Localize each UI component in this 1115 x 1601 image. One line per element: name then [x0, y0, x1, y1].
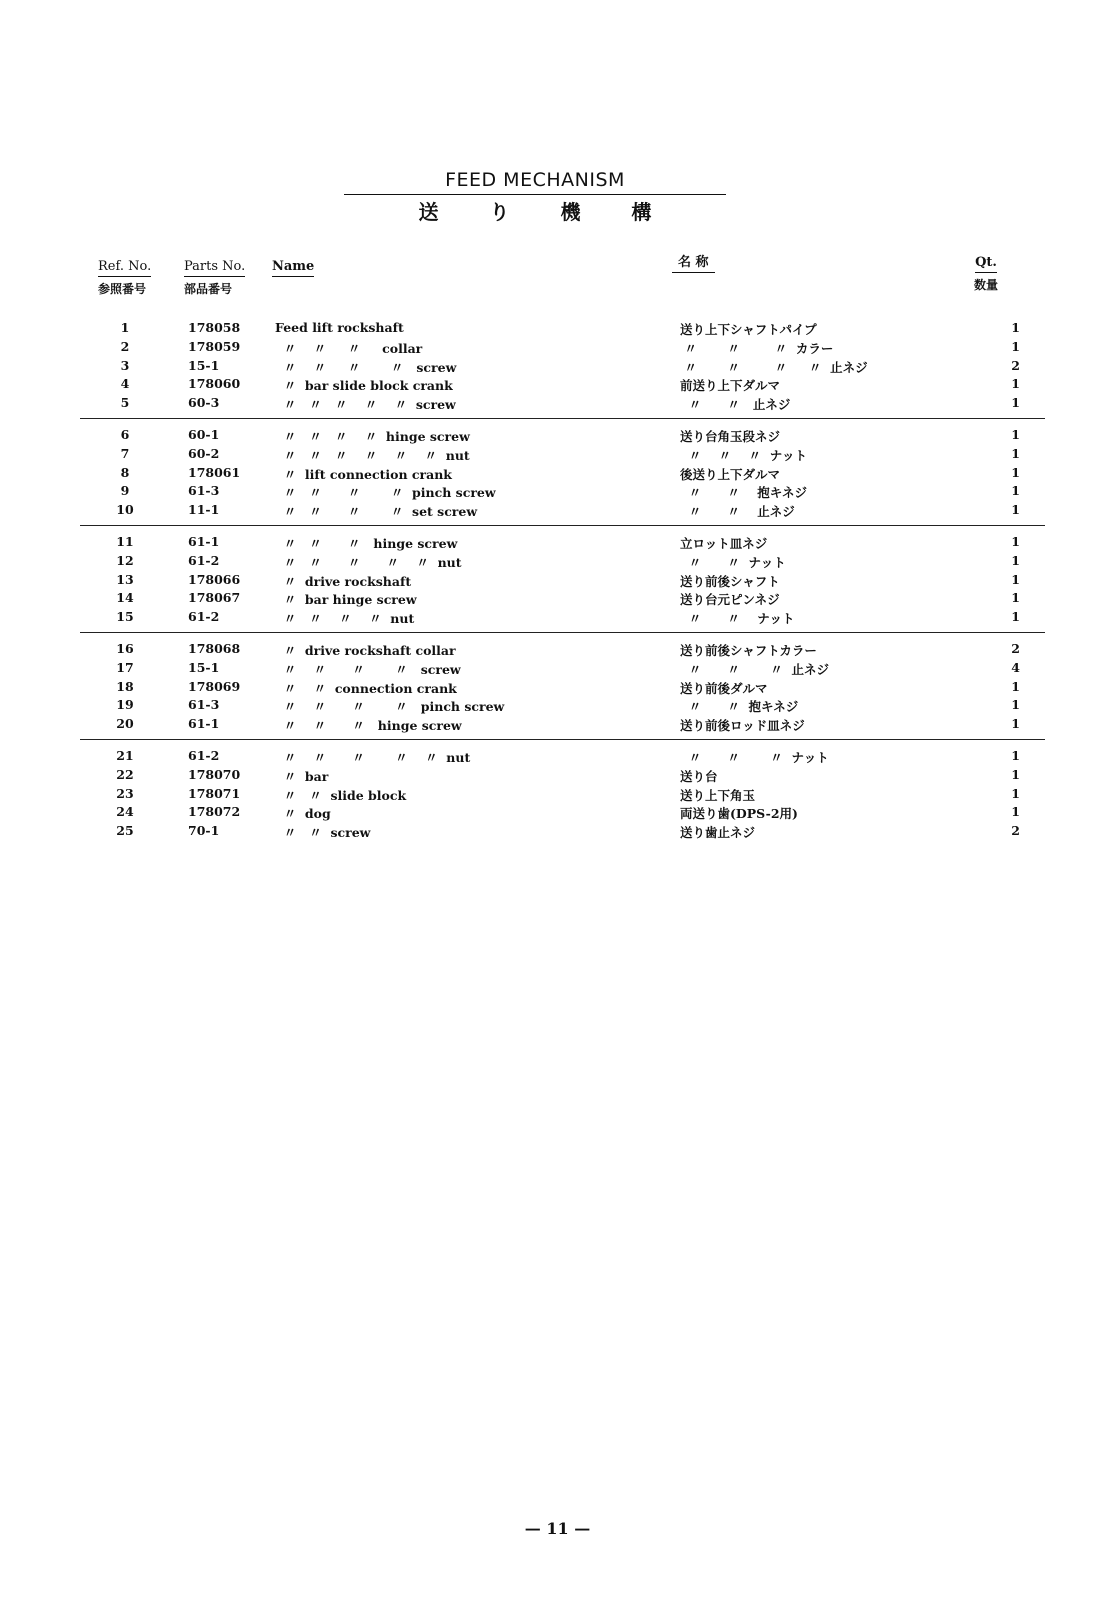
- part-name-jp: 〃 〃 〃 ナット: [680, 749, 829, 765]
- ref-no: 21: [116, 747, 134, 763]
- quantity: 4: [1011, 659, 1020, 675]
- header-qty-jp: 数量: [974, 278, 999, 292]
- part-no: 60-1: [188, 426, 220, 442]
- table-row: [80, 786, 1045, 805]
- quantity: 1: [1011, 804, 1020, 820]
- quantity: 1: [1011, 609, 1020, 625]
- part-no: 178068: [188, 640, 241, 656]
- part-name: 〃 〃 〃 〃 nut: [275, 611, 415, 627]
- header-name-jp-col: [672, 254, 715, 273]
- table-row: [80, 767, 1045, 786]
- quantity: 1: [1011, 785, 1020, 801]
- quantity: 1: [1011, 483, 1020, 499]
- part-no: 178070: [188, 766, 241, 782]
- ref-no: 15: [116, 609, 134, 625]
- part-name: 〃 〃 slide block: [275, 787, 407, 803]
- part-no: 61-3: [188, 697, 220, 713]
- header-ref-jp: 参照番号: [98, 282, 147, 296]
- table-row: [80, 446, 1045, 465]
- table-row: [80, 427, 1045, 446]
- part-no: 178072: [188, 804, 241, 820]
- part-name: 〃 dog: [275, 806, 331, 822]
- part-name-jp: 〃 〃 ナット: [680, 611, 795, 627]
- ref-no: 13: [116, 571, 134, 587]
- part-no: 15-1: [188, 357, 220, 373]
- header-parts-jp: 部品番号: [184, 282, 233, 296]
- ref-no: 23: [116, 785, 134, 801]
- part-name: 〃 〃 〃 〃 hinge screw: [275, 428, 470, 444]
- table-row: [80, 502, 1045, 521]
- table-row: [80, 572, 1045, 591]
- part-name: 〃 drive rockshaft collar: [275, 642, 456, 658]
- part-name-jp: 〃 〃 止ネジ: [680, 397, 791, 413]
- part-name: Feed lift rockshaft: [275, 320, 404, 335]
- part-no: 178069: [188, 678, 241, 694]
- part-name-jp: 〃 〃 止ネジ: [680, 504, 795, 520]
- parts-group-1: [80, 320, 1045, 419]
- ref-no: 16: [116, 640, 134, 656]
- parts-group-5: [80, 748, 1045, 846]
- table-row: [80, 641, 1045, 660]
- part-name-jp: 送り前後シャフトカラー: [680, 642, 817, 658]
- parts-group-4: [80, 641, 1045, 740]
- part-name-jp: 立ロット皿ネジ: [680, 535, 768, 551]
- quantity: 1: [1011, 502, 1020, 518]
- ref-no: 10: [116, 502, 134, 518]
- ref-no: 6: [120, 426, 130, 442]
- page-number: — 11 —: [524, 1519, 591, 1538]
- table-row: [80, 483, 1045, 502]
- ref-no: 14: [116, 590, 134, 606]
- ref-no: 18: [116, 678, 134, 694]
- table-row: [80, 465, 1045, 484]
- part-name: 〃 〃 〃 collar: [275, 340, 423, 356]
- part-no: 61-2: [188, 609, 220, 625]
- part-name-jp: 後送り上下ダルマ: [680, 466, 781, 482]
- part-name: 〃 〃 connection crank: [275, 680, 457, 696]
- table-row: [80, 660, 1045, 679]
- table-row: [80, 534, 1045, 553]
- parts-group-2: [80, 427, 1045, 526]
- quantity: 1: [1011, 376, 1020, 392]
- part-name: 〃 〃 〃 〃 screw: [275, 359, 457, 375]
- table-row: [80, 804, 1045, 823]
- part-name-jp: 〃 〃 〃 〃 止ネジ: [680, 359, 868, 375]
- part-name-jp: 送り台元ピンネジ: [680, 592, 780, 608]
- page-title-block: [344, 168, 726, 225]
- part-name: 〃 〃 〃 hinge screw: [275, 535, 458, 551]
- part-no: 178059: [188, 338, 241, 354]
- part-no: 178061: [188, 464, 241, 480]
- header-name-jp: 名 称: [672, 254, 715, 273]
- part-name-jp: 〃 〃 ナット: [680, 554, 786, 570]
- part-name-jp: 送り上下シャフトパイプ: [680, 322, 817, 337]
- part-name: 〃 lift connection crank: [275, 466, 452, 482]
- quantity: 1: [1011, 426, 1020, 442]
- part-name-jp: 〃 〃 〃 ナット: [680, 447, 807, 463]
- table-row: [80, 748, 1045, 767]
- part-no: 15-1: [188, 659, 220, 675]
- table-row: [80, 716, 1045, 735]
- ref-no: 3: [120, 357, 130, 373]
- ref-no: 12: [116, 552, 134, 568]
- parts-table: [80, 320, 1045, 854]
- part-no: 61-2: [188, 747, 220, 763]
- page-title-japanese: 送 り 機 構: [418, 200, 674, 224]
- quantity: 1: [1011, 552, 1020, 568]
- part-name: 〃 〃 screw: [275, 825, 371, 841]
- part-name-jp: 〃 〃 〃 カラー: [680, 340, 834, 356]
- ref-no: 1: [120, 320, 130, 335]
- part-no: 178060: [188, 376, 241, 392]
- quantity: 1: [1011, 395, 1020, 411]
- header-qty: [974, 254, 998, 294]
- quantity: 1: [1011, 697, 1020, 713]
- table-row: [80, 679, 1045, 698]
- ref-no: 8: [120, 464, 130, 480]
- part-name-jp: 送り上下角玉: [680, 787, 756, 803]
- title-divider: [344, 194, 726, 195]
- part-name: 〃 〃 〃 〃 〃 〃 nut: [275, 447, 470, 463]
- header-ref-en: Ref. No.: [98, 258, 151, 277]
- part-name-jp: 〃 〃 抱キネジ: [680, 485, 807, 501]
- part-no: 60-3: [188, 395, 220, 411]
- part-no: 61-1: [188, 533, 220, 549]
- table-row: [80, 590, 1045, 609]
- table-row: [80, 395, 1045, 414]
- part-name: 〃 bar slide block crank: [275, 378, 453, 394]
- part-no: 61-3: [188, 483, 220, 499]
- quantity: 1: [1011, 590, 1020, 606]
- part-name-jp: 〃 〃 〃 止ネジ: [680, 661, 829, 677]
- quantity: 1: [1011, 533, 1020, 549]
- part-name: 〃 〃 〃 〃 pinch screw: [275, 485, 496, 501]
- part-name: 〃 〃 〃 〃 〃 screw: [275, 397, 456, 413]
- table-row: [80, 320, 1045, 339]
- table-row: [80, 609, 1045, 628]
- ref-no: 24: [116, 804, 134, 820]
- part-no: 178058: [188, 320, 241, 335]
- part-name: 〃 bar hinge screw: [275, 592, 417, 608]
- header-ref-no: [98, 258, 151, 298]
- ref-no: 20: [116, 716, 134, 732]
- ref-no: 11: [116, 533, 134, 549]
- quantity: 1: [1011, 678, 1020, 694]
- quantity: 1: [1011, 766, 1020, 782]
- ref-no: 22: [116, 766, 134, 782]
- part-no: 60-2: [188, 445, 220, 461]
- part-no: 178071: [188, 785, 241, 801]
- quantity: 2: [1011, 640, 1020, 656]
- header-qty-en: Qt.: [975, 254, 997, 273]
- table-row: [80, 358, 1045, 377]
- ref-no: 17: [116, 659, 134, 675]
- table-row: [80, 339, 1045, 358]
- header-name: [272, 258, 314, 277]
- ref-no: 4: [120, 376, 130, 392]
- ref-no: 7: [120, 445, 130, 461]
- table-row: [80, 553, 1045, 572]
- part-name-jp: 両送り歯(DPS-2用): [680, 806, 798, 822]
- header-parts-no: [184, 258, 245, 298]
- part-name: 〃 〃 〃 〃 〃 nut: [275, 554, 462, 570]
- part-no: 178067: [188, 590, 241, 606]
- quantity: 1: [1011, 464, 1020, 480]
- quantity: 1: [1011, 445, 1020, 461]
- quantity: 1: [1011, 716, 1020, 732]
- part-name: 〃 bar: [275, 768, 329, 784]
- quantity: 1: [1011, 571, 1020, 587]
- part-name-jp: 送り台: [680, 768, 718, 784]
- part-no: 70-1: [188, 823, 220, 839]
- parts-group-3: [80, 534, 1045, 633]
- part-no: 178066: [188, 571, 241, 587]
- ref-no: 2: [120, 338, 130, 354]
- part-name-jp: 送り前後ロッド皿ネジ: [680, 718, 805, 734]
- part-name: 〃 〃 〃 〃 screw: [275, 661, 461, 677]
- part-name-jp: 送り前後ダルマ: [680, 680, 768, 696]
- table-row: [80, 697, 1045, 716]
- part-name: 〃 drive rockshaft: [275, 573, 412, 589]
- ref-no: 19: [116, 697, 134, 713]
- part-no: 11-1: [188, 502, 220, 518]
- part-name-jp: 〃 〃 抱キネジ: [680, 699, 799, 715]
- quantity: 2: [1011, 357, 1020, 373]
- quantity: 1: [1011, 320, 1020, 335]
- header-name-en: Name: [272, 258, 314, 277]
- quantity: 1: [1011, 747, 1020, 763]
- part-name: 〃 〃 〃 〃 set screw: [275, 504, 478, 520]
- part-name-jp: 送り台角玉段ネジ: [680, 428, 781, 444]
- ref-no: 5: [120, 395, 130, 411]
- part-name: 〃 〃 〃 hinge screw: [275, 718, 462, 734]
- page-title-english: FEED MECHANISM: [445, 169, 625, 191]
- part-name: 〃 〃 〃 〃 pinch screw: [275, 699, 505, 715]
- ref-no: 25: [116, 823, 134, 839]
- table-row: [80, 823, 1045, 842]
- ref-no: 9: [120, 483, 130, 499]
- part-no: 61-1: [188, 716, 220, 732]
- part-name: 〃 〃 〃 〃 〃 nut: [275, 749, 471, 765]
- part-name-jp: 送り前後シャフト: [680, 573, 780, 589]
- header-parts-en: Parts No.: [184, 258, 245, 277]
- part-no: 61-2: [188, 552, 220, 568]
- quantity: 2: [1011, 823, 1020, 839]
- quantity: 1: [1011, 338, 1020, 354]
- part-name-jp: 送り歯止ネジ: [680, 825, 756, 841]
- table-row: [80, 376, 1045, 395]
- part-name-jp: 前送り上下ダルマ: [680, 378, 781, 394]
